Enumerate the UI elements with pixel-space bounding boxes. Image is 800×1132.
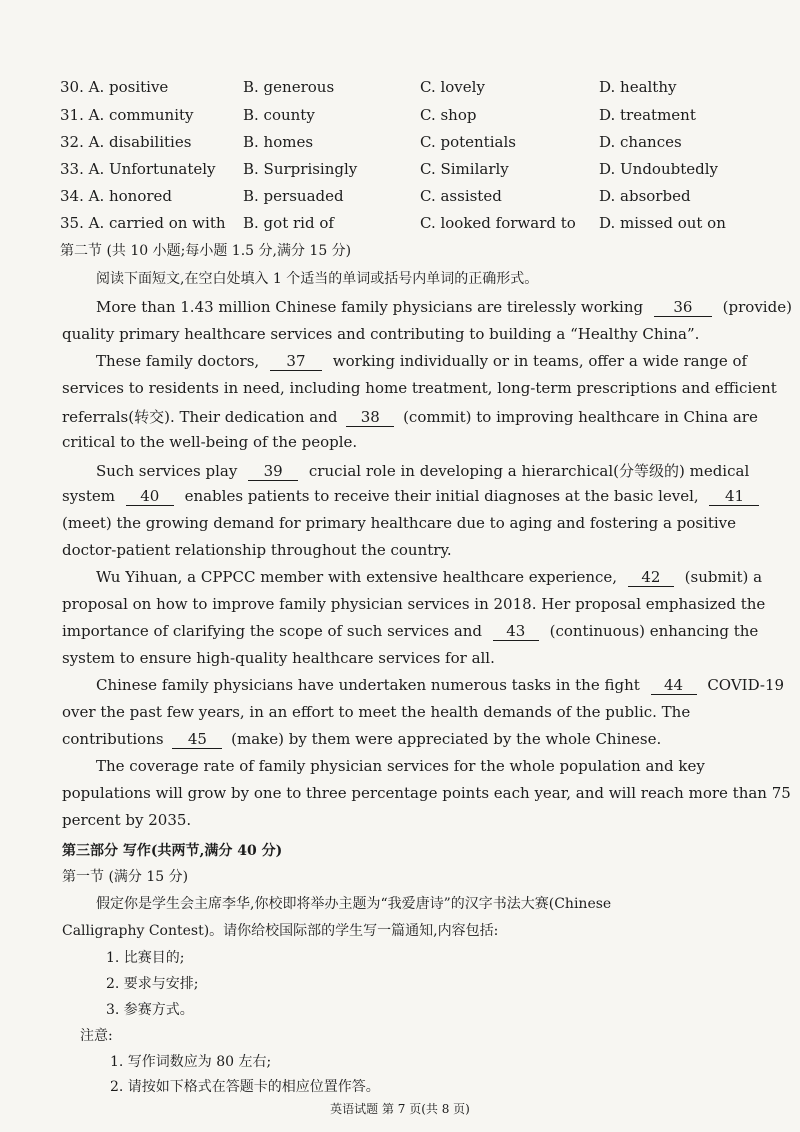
passage-line: doctor-patient relationship throughout the country.: [62, 541, 452, 559]
option-b: B. Surprisingly: [243, 160, 358, 178]
option-a: 33. A. Unfortunately: [60, 160, 216, 178]
passage-line: [62, 487, 759, 506]
option-a: 31. A. community: [60, 106, 194, 124]
option-d: D. absorbed: [599, 187, 691, 205]
passage-line: [96, 298, 792, 317]
blank-41: 41: [709, 487, 759, 506]
option-d: D. healthy: [599, 78, 677, 96]
writing-task-line: 假定你是学生会主席李华,你校即将举办主题为“我爱唐诗”的汉字书法大赛(Chinese: [96, 896, 612, 912]
part3-heading: 第三部分 写作(共两节,满分 40 分): [62, 843, 283, 859]
passage-line: quality primary healthcare services and contributing to building a “Healthy China”.: [62, 325, 700, 343]
passage-line: [62, 730, 661, 749]
blank-39: 39: [248, 462, 298, 481]
option-row-31: [60, 106, 740, 132]
passage-text: More than 1.43 million Chinese family physicians are tirelessly working: [96, 298, 644, 316]
passage-line: system to ensure high-quality healthcare services for all.: [62, 649, 495, 667]
option-c: C. lovely: [420, 78, 485, 96]
option-d: D. Undoubtedly: [599, 160, 719, 178]
option-c: C. potentials: [420, 133, 516, 151]
option-d: D. missed out on: [599, 214, 726, 232]
passage-line: populations will grow by one to three percentage points each year, and will reach more than 75: [62, 784, 791, 802]
passage-line: [96, 676, 784, 695]
blank-43: 43: [493, 622, 539, 641]
task-item: 1. 比赛目的;: [106, 950, 185, 966]
option-row-35: [60, 214, 740, 240]
option-row-34: [60, 187, 740, 213]
passage-text: Wu Yihuan, a CPPCC member with extensive healthcare experience,: [96, 568, 618, 586]
passage-line: over the past few years, in an effort to meet the health demands of the public. The: [62, 703, 691, 721]
page-footer: 英语试题 第 7 页(共 8 页): [330, 1102, 470, 1116]
passage-text: referrals(转交). Their dedication and: [62, 408, 338, 426]
note-item: 2. 请按如下格式在答题卡的相应位置作答。: [110, 1079, 380, 1095]
passage-line: [96, 460, 749, 481]
option-d: D. treatment: [599, 106, 696, 124]
option-row-32: [60, 133, 740, 159]
note-label: 注意:: [80, 1028, 113, 1044]
blank-42: 42: [628, 568, 674, 587]
task-item: 2. 要求与安排;: [106, 976, 199, 992]
passage-text: enables patients to receive their initial diagnoses at the basic level,: [184, 487, 699, 505]
passage-line: The coverage rate of family physician services for the whole population and key: [96, 757, 705, 775]
passage-line: [96, 352, 747, 371]
passage-line: (meet) the growing demand for primary healthcare due to aging and fostering a positive: [62, 514, 737, 532]
blank-36: 36: [654, 298, 712, 317]
section2-heading: 第二节 (共 10 小题;每小题 1.5 分,满分 15 分): [60, 243, 352, 259]
option-c: C. assisted: [420, 187, 502, 205]
option-a: 35. A. carried on with: [60, 214, 226, 232]
option-a: 34. A. honored: [60, 187, 173, 205]
passage-text: (commit) to improving healthcare in China are: [403, 408, 758, 426]
blank-38: 38: [346, 408, 394, 427]
option-c: C. Similarly: [420, 160, 509, 178]
blank-37: 37: [270, 352, 322, 371]
blank-45: 45: [172, 730, 222, 749]
passage-line: percent by 2035.: [62, 811, 192, 829]
passage-line: critical to the well-being of the people.: [62, 433, 358, 451]
option-row-33: [60, 160, 740, 186]
option-d: D. chances: [599, 133, 682, 151]
option-b: B. homes: [243, 133, 314, 151]
option-c: C. shop: [420, 106, 477, 124]
option-b: B. generous: [243, 78, 335, 96]
note-item: 1. 写作词数应为 80 左右;: [110, 1054, 272, 1070]
passage-text: Such services play: [96, 462, 238, 480]
passage-line: [62, 622, 758, 641]
passage-text: These family doctors,: [96, 352, 260, 370]
task-item: 3. 参赛方式。: [106, 1002, 194, 1018]
passage-text: Chinese family physicians have undertaken numerous tasks in the fight: [96, 676, 640, 694]
passage-text: crucial role in developing a hierarchical(分等级的) medical: [308, 462, 750, 480]
option-a: 30. A. positive: [60, 78, 169, 96]
blank-40: 40: [126, 487, 174, 506]
passage-text: system: [62, 487, 115, 505]
option-c: C. looked forward to: [420, 214, 576, 232]
passage-line: [96, 568, 762, 587]
passage-text: (submit) a: [684, 568, 763, 586]
passage-line: services to residents in need, including home treatment, long-term prescriptions and efficient: [62, 379, 777, 397]
passage-text: contributions: [62, 730, 164, 748]
blank-44: 44: [651, 676, 697, 695]
option-b: B. county: [243, 106, 315, 124]
passage-line: [62, 406, 758, 427]
passage-text: importance of clarifying the scope of such services and: [62, 622, 483, 640]
option-a: 32. A. disabilities: [60, 133, 192, 151]
passage-text: (provide): [722, 298, 792, 316]
passage-text: (make) by them were appreciated by the whole Chinese.: [231, 730, 662, 748]
option-row-30: [60, 78, 740, 104]
section2-instruction: 阅读下面短文,在空白处填入 1 个适当的单词或括号内单词的正确形式。: [96, 271, 539, 287]
passage-text: (continuous) enhancing the: [549, 622, 759, 640]
passage-text: COVID-19: [707, 676, 785, 694]
writing-task-line: Calligraphy Contest)。请你给校国际部的学生写一篇通知,内容包括:: [62, 923, 499, 939]
option-b: B. got rid of: [243, 214, 334, 232]
part3-section1: 第一节 (满分 15 分): [62, 869, 189, 885]
passage-line: proposal on how to improve family physician services in 2018. Her proposal emphasized the: [62, 595, 766, 613]
passage-text: working individually or in teams, offer a wide range of: [332, 352, 748, 370]
option-b: B. persuaded: [243, 187, 344, 205]
